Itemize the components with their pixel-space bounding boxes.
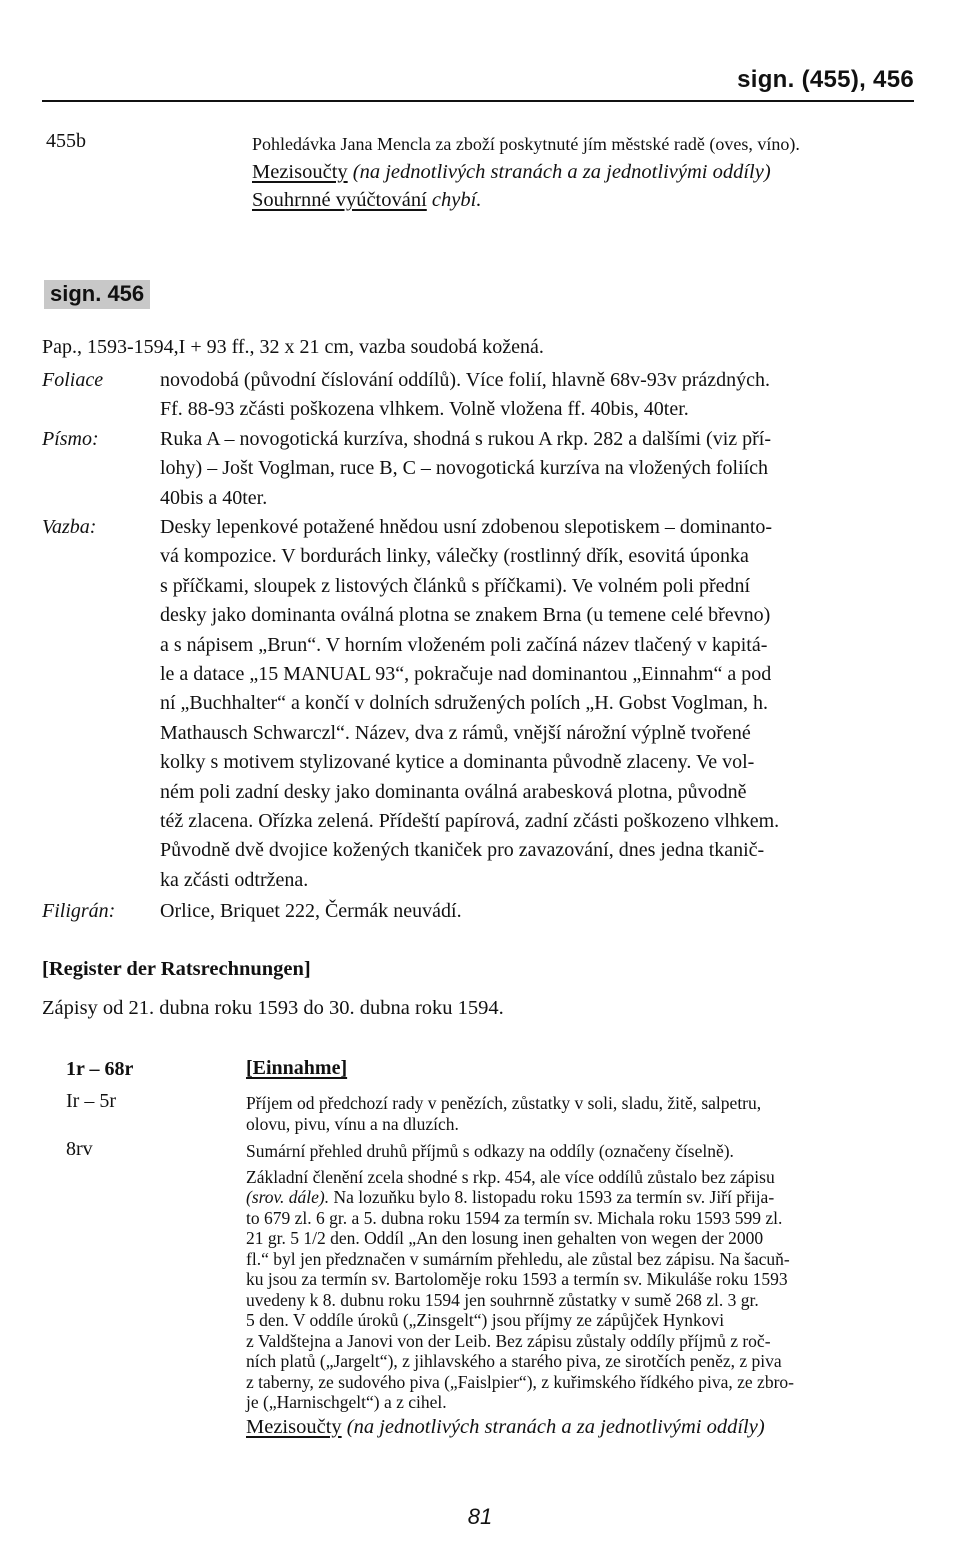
vazba-line: desky jako dominanta oválná plotna se znakem Brna (u temene celé břevno) bbox=[160, 604, 771, 627]
vazba-line: kolky s motivem stylizované kytice a dominanta původně zlaceny. Ve vol- bbox=[160, 751, 755, 774]
vazba-line: Desky lepenkové potažené hnědou usní zdobenou slepotiskem – dominanto- bbox=[160, 516, 773, 538]
vazba-line: vá kompozice. V bordurách linky, válečky (rostlinný dřík, esovitá úponka bbox=[160, 545, 749, 568]
toc-text-line: 5 den. V oddíle úroků („Zinsgelt“) jsou příjmy ze zápůjček Hynkovi bbox=[246, 1310, 725, 1330]
register-title: [Register der Ratsrechnungen] bbox=[42, 958, 311, 980]
entry-description bbox=[252, 130, 932, 214]
header-rule bbox=[42, 100, 914, 102]
toc-text-line: ních platů („Jargelt“), z jihlavského a starého piva, ze sirotčích peněz, z piva bbox=[246, 1351, 782, 1371]
foliace-label: Foliace bbox=[42, 369, 104, 391]
toc-text-line: je („Harnischgelt“) a z cihel. bbox=[246, 1392, 447, 1412]
toc-text-fragment: Na lozuňku bylo 8. listopadu roku 1593 za termín sv. Jiří přija- bbox=[329, 1187, 775, 1207]
toc-range: 8rv bbox=[66, 1138, 93, 1160]
toc-text-line bbox=[246, 1187, 916, 1208]
toc-text-line: Příjem od předchozí rady v penězích, zůstatky v soli, sladu, žitě, salpetru, bbox=[246, 1093, 762, 1113]
entry-id: 455b bbox=[46, 130, 86, 152]
vazba-line: ka zčásti odtržena. bbox=[160, 868, 309, 891]
foliace-line: novodobá (původní číslování oddílů). Více folií, hlavně 68v-93v prázdných. bbox=[160, 369, 771, 391]
vazba-line: též zlacena. Ořízka zelená. Přídeští papírová, zadní zčásti poškozeno vlhkem. bbox=[160, 810, 780, 833]
toc-text-line: uvedeny k 8. dubnu roku 1594 jen souhrnně zůstatky v sumě 268 zl. 3 gr. bbox=[246, 1289, 759, 1310]
souhrnne-link: Souhrnné vyúčtování bbox=[252, 189, 427, 211]
toc-text-line: z Valdštejna a Janovi von der Leib. Bez zápisu zůstaly oddíly příjmů z roč- bbox=[246, 1330, 771, 1351]
toc-text-line: to 679 zl. 6 gr. a 5. dubna roku 1594 za termín sv. Michala roku 1593 599 zl. bbox=[246, 1207, 783, 1228]
pismo-label: Písmo: bbox=[42, 428, 99, 450]
mezisoucty-link: Mezisoučty bbox=[246, 1415, 342, 1438]
toc-text-line: z taberny, ze sudového piva („Faislpier“), z kuřimského řídkého piva, ze zbro- bbox=[246, 1371, 794, 1392]
vazba-line: Mathausch Schwarczl“. Název, dva z rámů, vnější nárožní výplně tvořené bbox=[160, 721, 751, 744]
foliace-line: Ff. 88-93 zčásti poškozena vlhkem. Volně vložena ff. 40bis, 40ter. bbox=[160, 398, 689, 421]
toc-text-line: ku jsou za termín sv. Bartoloměje roku 1593 a termín sv. Mikuláše roku 1593 bbox=[246, 1269, 788, 1289]
physical-description: Pap., 1593-1594,I + 93 ff., 32 x 21 cm, vazba soudobá kožená. bbox=[42, 336, 544, 358]
page-number: 81 bbox=[467, 1504, 493, 1529]
pismo-line: Ruka A – novogotická kurzíva, shodná s rukou A rkp. 282 a dalšími (viz pří- bbox=[160, 428, 772, 450]
toc-text-line: fl.“ byl jen předznačen v sumárním přehledu, ale zůstal bez zápisu. Na šacuň- bbox=[246, 1248, 790, 1269]
vazba-line: ném poli zadní desky jako dominanta oválná arabesková plotna, původně bbox=[160, 780, 747, 803]
running-head: sign. (455), 456 bbox=[737, 66, 914, 93]
toc-text-line: olovu, pivu, vínu a na dluzích. bbox=[246, 1113, 459, 1134]
toc-title: [Einnahme] bbox=[246, 1057, 348, 1079]
toc-range: 1r – 68r bbox=[66, 1058, 134, 1080]
entry-line: Pohledávka Jana Mencla za zboží poskytnuté jím městské radě (oves, víno). bbox=[252, 134, 800, 154]
mezisoucty-note: (na jednotlivých stranách a za jednotlivými oddíly) bbox=[346, 1415, 765, 1438]
toc-range: Ir – 5r bbox=[66, 1090, 116, 1112]
vazba-line: le a datace „15 MANUAL 93“, pokračuje nad dominantou „Einnahm“ a pod bbox=[160, 663, 772, 686]
mezisoucty-note: (na jednotlivých stranách a za jednotlivými oddíly) bbox=[352, 161, 771, 183]
vazba-line: ní „Buchhalter“ a končí v dolních sdružených polích „H. Gobst Voglman, h. bbox=[160, 692, 769, 715]
toc-text-line: 21 gr. 5 1/2 den. Oddíl „An den losung inen gehalten von wegen der 2000 bbox=[246, 1228, 764, 1248]
vazba-line: a s nápisem „Brun“. V horním vloženém poli začíná název tlačený v kapitá- bbox=[160, 633, 768, 656]
toc-mezisoucty bbox=[246, 1413, 916, 1441]
srov-note: (srov. dále). bbox=[246, 1187, 330, 1207]
filigran-text: Orlice, Briquet 222, Čermák neuvádí. bbox=[160, 900, 462, 922]
section-heading: sign. 456 bbox=[44, 280, 150, 309]
vazba-line: Původně dvě dvojice kožených tkaniček pro zavazování, dnes jedna tkanič- bbox=[160, 839, 765, 862]
souhrnne-note: chybí. bbox=[431, 189, 482, 211]
vazba-line: s příčkami, sloupek z listových článků s příčkami). Ve volném poli přední bbox=[160, 574, 751, 597]
toc-text-line: Sumární přehled druhů příjmů s odkazy na oddíly (označeny číselně). bbox=[246, 1141, 734, 1161]
toc-text-line: Základní členění zcela shodné s rkp. 454, ale více oddílů zůstalo bez zápisu bbox=[246, 1166, 775, 1187]
pismo-line: lohy) – Jošt Voglman, ruce B, C – novogotická kurzíva na vložených foliích bbox=[160, 457, 769, 480]
mezisoucty-link: Mezisoučty bbox=[252, 161, 348, 183]
vazba-label: Vazba: bbox=[42, 516, 97, 538]
filigran-label: Filigrán: bbox=[42, 900, 116, 922]
register-date-range: Zápisy od 21. dubna roku 1593 do 30. dubna roku 1594. bbox=[42, 997, 504, 1019]
pismo-line: 40bis a 40ter. bbox=[160, 486, 268, 509]
